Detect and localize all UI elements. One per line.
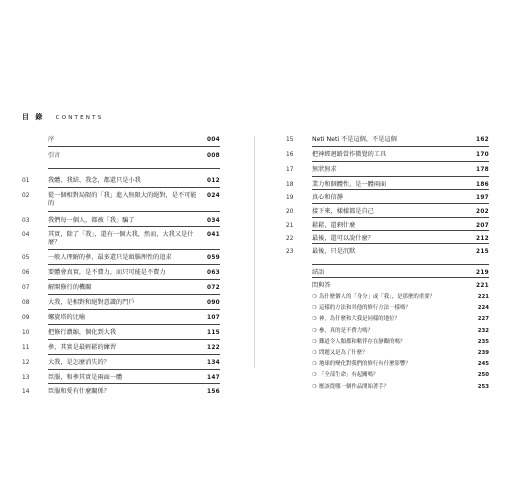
divider-line <box>48 354 220 355</box>
divider-line <box>312 277 489 278</box>
chapter-title: 鬆鬆，還剩什麼 <box>312 222 356 229</box>
divider-line <box>48 294 220 295</box>
qa-question: 地球的變化對我們的修行有什麼影響？ <box>319 361 411 368</box>
page-number: 232 <box>477 327 489 334</box>
page-number: 004 <box>206 137 220 143</box>
chapter-number: 23 <box>286 249 294 255</box>
chapter-title: 我們每一個人，都被「我」騙了 <box>48 217 135 224</box>
chapter-title: 螺旋塔的比喻 <box>48 314 86 321</box>
chapter-number: 16 <box>286 152 294 158</box>
toc-title: 目 錄 <box>22 113 45 121</box>
divider-line <box>312 189 489 190</box>
chapter-title: 臣服和愛有什麼關係？ <box>48 388 110 395</box>
chapter-number: 03 <box>22 218 30 224</box>
page-number: 212 <box>475 236 489 242</box>
divider-line <box>312 203 489 204</box>
page-number: 215 <box>475 249 489 255</box>
toc-entry <box>286 269 489 277</box>
divider-line <box>48 168 220 169</box>
chapter-number: 18 <box>286 182 294 188</box>
toc-entry <box>22 359 220 367</box>
bullet-icon: ❍ <box>312 383 317 390</box>
toc-entry <box>22 177 220 185</box>
chapter-number: 20 <box>286 209 294 215</box>
chapter-title: 真心和信靜 <box>312 194 343 201</box>
page-number: 063 <box>206 270 220 276</box>
chapter-title: 結語 <box>312 269 325 276</box>
divider-line <box>312 217 489 218</box>
chapter-number: 17 <box>286 167 294 173</box>
toc-entry <box>22 374 220 382</box>
divider-line <box>312 161 489 162</box>
divider-line <box>48 187 220 188</box>
chapter-title: 其實，除了「我」，還有一個大我，然而，大我又是什麼？ <box>48 231 194 246</box>
chapter-title: 最後，還可以說什麼？ <box>312 235 374 242</box>
toc-entry <box>22 388 220 396</box>
page-number: 134 <box>206 360 220 366</box>
divider-line <box>48 339 220 340</box>
divider-line <box>312 264 489 265</box>
chapter-number: 11 <box>22 345 30 351</box>
chapter-number: 15 <box>286 137 294 143</box>
page-gutter <box>254 136 255 368</box>
qa-question: 難道令人類都和暱伴存在靜觀的嗎？ <box>319 338 406 345</box>
chapter-number: 02 <box>22 193 30 199</box>
qa-question: 神，為什麼和大我是同樣的地位？ <box>319 316 400 323</box>
chapter-title: 參，其實是最輕鬆的練習 <box>48 344 117 351</box>
divider-line <box>48 226 220 227</box>
qa-question: 參，真的是不費力嗎？ <box>319 327 373 334</box>
divider-line <box>312 176 489 177</box>
bullet-icon: ❍ <box>312 294 317 300</box>
page-number: 107 <box>206 315 220 321</box>
chapter-number: 19 <box>286 195 294 201</box>
divider-line <box>48 146 220 147</box>
page-number: 072 <box>206 285 220 291</box>
qa-question: 應該從哪一個作品開始著手？ <box>319 383 390 390</box>
toc-entry <box>286 181 489 189</box>
chapter-title: 業力和個體性，是一體兩面 <box>312 181 387 188</box>
chapter-title: 大我，是怎麼消失的？ <box>48 359 110 366</box>
chapter-number: 21 <box>286 223 294 229</box>
page-number: 090 <box>206 300 220 306</box>
divider-line <box>48 309 220 310</box>
divider-line <box>48 211 220 212</box>
chapter-title: 最後，只是沉默 <box>312 248 356 255</box>
page-number: 041 <box>206 232 220 238</box>
divider-line <box>312 146 489 147</box>
qa-entry <box>312 316 489 323</box>
toc-heading <box>22 112 103 122</box>
chapter-title: 從一個相對局限的「我」進入無限大的絕對，是不可能的 <box>48 192 197 207</box>
qa-entry <box>312 372 489 379</box>
toc-entry <box>22 254 220 262</box>
qa-entry <box>312 384 489 391</box>
qa-question: 這樣的方法和其他的修行方法一樣嗎？ <box>319 305 411 312</box>
divider-line <box>48 279 220 280</box>
page-number: 122 <box>206 345 220 351</box>
toc-entry <box>22 314 220 322</box>
page-number: 219 <box>475 270 489 276</box>
page-number: 250 <box>477 372 489 379</box>
divider-line <box>48 383 220 384</box>
toc-entry <box>22 152 220 160</box>
page-number: 207 <box>475 223 489 229</box>
divider-line <box>48 264 220 265</box>
chapter-title: 問與答 <box>312 282 331 289</box>
page-number: 202 <box>475 209 489 215</box>
divider-line <box>48 369 220 370</box>
bullet-icon: ❍ <box>312 338 317 345</box>
chapter-title: 把神經迴路當作微覺的工具 <box>312 151 387 158</box>
toc-entry <box>22 269 220 277</box>
chapter-number: 04 <box>22 232 30 238</box>
qa-question: 為什麼個人的「身分」或「我」，是那麼的重要？ <box>319 294 435 300</box>
chapter-title: 引言 <box>48 152 61 159</box>
toc-entry <box>286 235 489 243</box>
chapter-number: 08 <box>22 300 30 306</box>
bullet-icon: ❍ <box>312 361 317 368</box>
qa-entry <box>312 305 489 312</box>
chapter-number: 12 <box>22 360 30 366</box>
chapter-number: 09 <box>22 315 30 321</box>
toc-entry <box>286 208 489 216</box>
page-number: 162 <box>475 137 489 143</box>
toc-entry <box>286 248 489 256</box>
page-number: 008 <box>206 153 220 159</box>
page-number: 239 <box>477 350 489 356</box>
chapter-title: 序 <box>48 136 55 143</box>
chapter-number: 13 <box>22 375 30 381</box>
chapter-number: 06 <box>22 270 30 276</box>
toc-entry <box>22 192 220 208</box>
toc-entry <box>286 151 489 159</box>
toc-entry <box>286 222 489 230</box>
chapter-title: 無狀無求 <box>312 166 337 173</box>
chapter-title: 我體、我結、我念，都還只是小我 <box>48 177 141 184</box>
divider-line <box>48 324 220 325</box>
bullet-icon: ❍ <box>312 350 317 356</box>
chapter-title: 臣服，和參其實是兩面一體 <box>48 374 123 381</box>
toc-entry <box>22 136 220 144</box>
toc-entry <box>286 136 489 144</box>
qa-entry <box>312 339 489 346</box>
toc-entry <box>22 344 220 352</box>
toc-entry <box>22 329 220 337</box>
page-number: 221 <box>477 294 489 300</box>
chapter-title: 把修行濃縮，個化到大我 <box>48 329 117 336</box>
page-number: 115 <box>206 330 220 336</box>
qa-entry <box>312 350 489 357</box>
qa-entry <box>312 361 489 368</box>
chapter-number: 10 <box>22 330 30 336</box>
chapter-title: 接下來，樣樣都是自己 <box>312 208 374 215</box>
page-number: 224 <box>477 305 489 312</box>
bullet-icon: ❍ <box>312 316 317 323</box>
page-number: 024 <box>206 193 220 199</box>
toc-entry <box>22 299 220 307</box>
bullet-icon: ❍ <box>312 372 317 379</box>
chapter-number: 01 <box>22 178 30 184</box>
page-number: 170 <box>475 152 489 158</box>
toc-entry <box>22 284 220 292</box>
toc-entry <box>286 282 489 290</box>
page-number: 245 <box>477 361 489 368</box>
bullet-icon: ❍ <box>312 327 317 334</box>
toc-entry <box>286 194 489 202</box>
bullet-icon: ❍ <box>312 305 317 312</box>
chapter-number: 05 <box>22 255 30 261</box>
toc-entry <box>22 231 220 247</box>
page-number: 253 <box>477 383 489 390</box>
chapter-number: 14 <box>22 389 30 395</box>
chapter-title: Neti Neti 不是這個，不是這個 <box>312 136 397 143</box>
page-number: 197 <box>475 195 489 201</box>
chapter-number: 22 <box>286 236 294 242</box>
qa-entry <box>312 328 489 335</box>
chapter-title: 解開修行的機關 <box>48 284 92 291</box>
page-number: 156 <box>206 389 220 395</box>
divider-line <box>312 230 489 231</box>
chapter-title: 一般人理解的參，最多還只是頭腦理性的追求 <box>48 254 172 261</box>
qa-entry <box>312 294 489 301</box>
page-number: 227 <box>477 316 489 323</box>
chapter-title: 大我，是相對和絕對意識的門戶 <box>48 299 135 306</box>
toc-title-en: CONTENTS <box>55 115 104 121</box>
qa-question: 「全部生命」有起關嗎？ <box>319 372 379 379</box>
page-number: 235 <box>477 338 489 345</box>
page-number: 147 <box>206 375 220 381</box>
page-number: 034 <box>206 218 220 224</box>
toc-entry <box>22 217 220 225</box>
divider-line <box>312 243 489 244</box>
page-number: 178 <box>475 167 489 173</box>
chapter-title: 要體會真實，是不費力，而只可能是不費力 <box>48 269 166 276</box>
chapter-number: 07 <box>22 285 30 291</box>
page-number: 012 <box>206 178 220 184</box>
divider-line <box>48 249 220 250</box>
page-number: 186 <box>475 182 489 188</box>
qa-question: 問題又是為了什麼？ <box>319 350 368 356</box>
page-number: 221 <box>475 283 489 289</box>
toc-entry <box>286 166 489 174</box>
page-number: 059 <box>206 255 220 261</box>
